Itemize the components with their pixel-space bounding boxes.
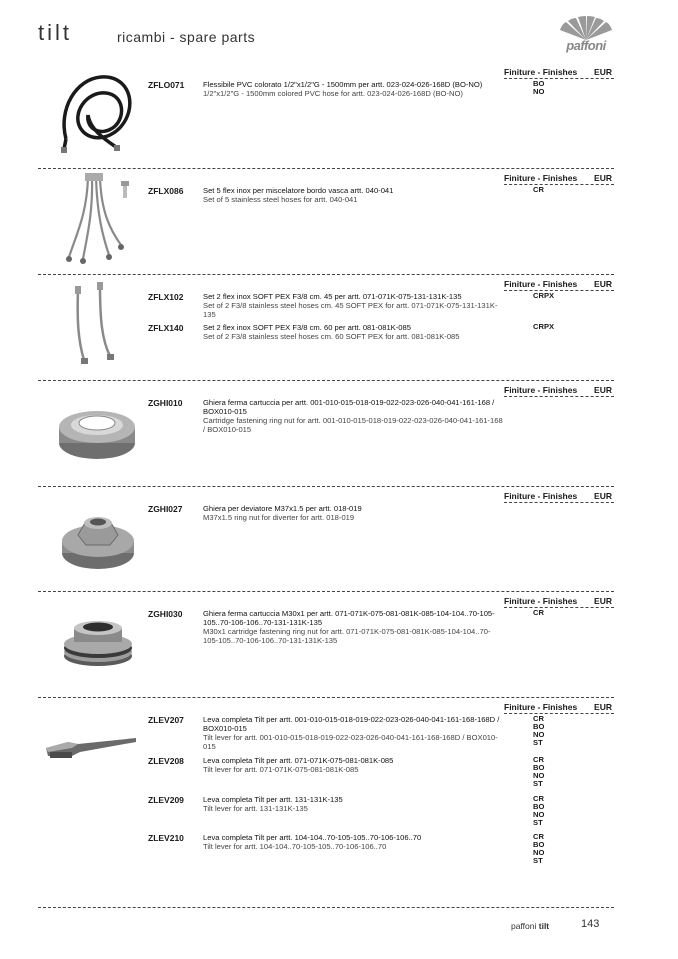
- section-zlev: [38, 697, 614, 903]
- section-zghi027: [38, 486, 614, 587]
- product-code: ZFLX140: [148, 323, 184, 333]
- page-subtitle: ricambi - spare parts: [117, 29, 256, 45]
- product-description: Leva completa Tilt per artt. 001-010-015-018-019-022-023-026-040-041-161-168-168D / BOX010-015 Tilt lever for artt. 001-010-015-018-019-022-023-026-040-041-161-168-168D / BOX010-015: [203, 715, 500, 751]
- product-code: ZFLX086: [148, 186, 184, 196]
- finishes-header: Finiture - Finishes EUR: [504, 596, 612, 606]
- finishes-header: Finiture - Finishes EUR: [504, 173, 612, 183]
- diverter-ring-nut-image: [58, 501, 138, 575]
- paffoni-logo: [556, 16, 616, 54]
- section-zflo071: [38, 63, 614, 163]
- section-zflx086: [38, 168, 614, 269]
- footer-divider: [38, 907, 614, 908]
- tilt-lever-image: [42, 732, 138, 762]
- threaded-ring-nut-image: [60, 614, 136, 670]
- product-code: ZFLO071: [148, 80, 185, 90]
- product-code: ZLEV210: [148, 833, 184, 843]
- product-description: Flessibile PVC colorato 1/2"x1/2"G - 1500mm per artt. 023-024-026-168D (BO-NO) 1/2"x1/2"G - 1500mm colored PVC hose for artt. 023-024-026-168D (BO-NO): [203, 80, 483, 98]
- finish-codes: CRPX: [533, 291, 555, 300]
- product-code: ZLEV209: [148, 795, 184, 805]
- soft-pex-hoses-image: [68, 280, 128, 368]
- product-description: Leva completa Tilt per artt. 131-131K-135 Tilt lever for artt. 131-131K-135: [203, 795, 343, 813]
- product-code: ZFLX102: [148, 292, 184, 302]
- finish-codes: BO NO: [533, 79, 545, 96]
- product-code: ZGHI010: [148, 398, 183, 408]
- product-code: ZLEV208: [148, 756, 184, 766]
- product-description: Set 2 flex inox SOFT PEX F3/8 cm. 60 per artt. 081-081K-085 Set of 2 F3/8 stainless steel hoses cm. 60 SOFT PEX for artt. 081-081K-085: [203, 323, 460, 341]
- finish-codes: CR BO NO ST: [533, 832, 545, 865]
- finish-codes: CR: [533, 185, 544, 194]
- page-number: 143: [581, 918, 600, 930]
- finishes-header: Finiture - Finishes EUR: [504, 279, 612, 289]
- product-description: Ghiera ferma cartuccia per artt. 001-010-015-018-019-022-023-026-040-041-161-168 / BOX010-015 Cartridge fastening ring nut for artt. 001-010-015-018-019-022-023-026-040-041-161-168 / BOX010-015: [203, 398, 503, 434]
- logo-wordmark: paffoni: [566, 38, 606, 53]
- product-description: Ghiera ferma cartuccia M30x1 per artt. 071-071K-075-081-081K-085-104-104..70-105-105..70-106-106..70-131-131K-135 M30x1 cartridge fastening ring nut for artt. 071-071K-075-081-081K-085-104-104..70-105-105..70-106-106..70-131-131K-135: [203, 609, 495, 645]
- pvc-hose-image: [56, 69, 138, 155]
- product-description: Leva completa Tilt per artt. 071-071K-075-081-081K-085 Tilt lever for artt. 071-071K-075-081-081K-085: [203, 756, 394, 774]
- series-title: tilt: [38, 20, 72, 45]
- section-zflx102: [38, 274, 614, 375]
- fan-icon: [556, 16, 616, 40]
- finish-codes: CRPX: [533, 322, 555, 331]
- product-code: ZLEV207: [148, 715, 184, 725]
- product-description: Set 2 flex inox SOFT PEX F3/8 cm. 45 per artt. 071-071K-075-131-131K-135 Set of 2 F3/8 stainless steel hoses cm. 45 SOFT PEX for artt. 071-071K-075-131-131K-135: [203, 292, 498, 319]
- section-zghi030: [38, 591, 614, 692]
- finishes-header: Finiture - Finishes EUR: [504, 385, 612, 395]
- finish-codes: CR BO NO ST: [533, 755, 545, 788]
- section-zghi010: [38, 380, 614, 481]
- finish-codes: CR BO NO ST: [533, 714, 545, 747]
- ring-nut-image: [56, 399, 138, 465]
- finishes-header: Finiture - Finishes EUR: [504, 702, 612, 712]
- finishes-header: Finiture - Finishes EUR: [504, 491, 612, 501]
- product-code: ZGHI027: [148, 504, 183, 514]
- product-description: Ghiera per deviatore M37x1.5 per artt. 018-019 M37x1.5 ring nut for diverter for artt. 018-019: [203, 504, 362, 522]
- finish-codes: CR: [533, 608, 544, 617]
- footer-brand: paffoni tilt: [511, 921, 550, 931]
- product-description: Set 5 flex inox per miscelatore bordo vasca artt. 040-041 Set of 5 stainless steel hoses for artt. 040-041: [203, 186, 394, 204]
- product-description: Leva completa Tilt per artt. 104-104..70-105-105..70-106-106..70 Tilt lever for artt. 104-104..70-105-105..70-106-106..70: [203, 833, 422, 851]
- finishes-header: Finiture - Finishes EUR: [504, 67, 612, 77]
- finish-codes: CR BO NO ST: [533, 794, 545, 827]
- steel-hoses-image: [63, 173, 138, 265]
- product-code: ZGHI030: [148, 609, 183, 619]
